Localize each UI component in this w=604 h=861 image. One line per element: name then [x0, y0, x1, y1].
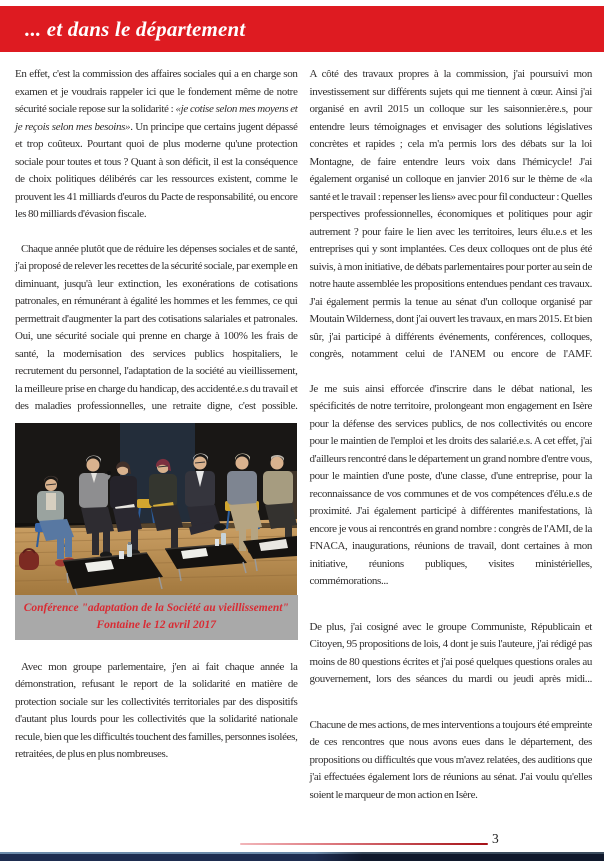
paragraph-colloques: A côté des travaux propres à la commission, j'ai poursuivi mon investissement sur différents sujets qui me tiennent à cœur. Ainsi j'ai organisé en avril 2015 un colloque sur les saisonnier.ère.s, pour entendre leurs témoignages et envisager des solutions législatives concrètes et rapides ; cela m'a permis lors des débats sur la loi Montagne, de faire entendre leurs voix dans l'hémicycle! J'ai également organisé un colloque en janvier 2016 sur le thème de «la santé et le travail : repenser les liens» avec pour fil conducteur : Quelles perspectives professionnelles, économiques et politiques pour agir autrement ? pour faire le lien avec les territoires, leurs élu.e.s et les entreprises qui y sont implantées. Ces deux colloques ont de plus été suivis, à mon initiative, de débats parlementaires pour porter au sein de notre haute assemblée les propositions entendues pendant ces travaux. J'ai également permis la tenue au sénat d'un colloque organisé par Moutain Wilderness, dont j'ai ouvert les travaux, en mars 2015. Et bien sûr, j'ai participé à différents événements, conférences, colloques, congrès, notamment celui de l'ANEM ou encore de l'AMF. — [309, 68, 592, 360]
paragraph-propositions-lois: De plus, j'ai cosigné avec le groupe Communiste, Républicain et Citoyen, 95 propositions de lois, 4 dont je suis l'auteure, j'ai rédigé pas moins de 80 questions écrites et j'ai posé quelques questions orales au gouvernement, lors des séances du mardi ou jeudi après midi... — [309, 620, 592, 685]
inline-quote: «je cotise selon mes moyens et je reçois selon mes besoins» — [15, 103, 298, 133]
conference-photo — [15, 423, 298, 595]
right-column — [310, 66, 593, 838]
section-header-banner — [0, 6, 604, 52]
page-title: ... et dans le département — [25, 16, 246, 41]
footer-bar — [0, 852, 604, 861]
paragraph-recettes: Chaque année plutôt que de réduire les dépenses sociales et de santé, j'ai proposé de relever les recettes de la sécurité sociale, par exemple en diminuant, jusqu'à leur extinction, les exonérations de cotisations patronales, en rémunérant à égalité les hommes et les femmes, ce qui permettrait d'augmenter la part des cotisations salariales et patronales. Oui, une sécurité sociale qui prenne en charge à 100% les frais de santé, la modernisation des services publics hospitaliers, le recrutement du personnel, l'adaptation de la société au vieillissement, la meilleure prise en charge du handicap, des accidenté.e.s du travail et des maladies professionnelles, une retraite digne, c'est possible. — [15, 242, 298, 412]
paragraph-groupe-parlementaire: Avec mon groupe parlementaire, j'en ai fait chaque année la démonstration, refusant le report de la solidarité en matière de protection sociale sur les collectivités territoriales par des dispositifs d'autant plus lourds pour les collectivités que la solidarité nationale recule, bien que les difficultés touchent des familles, personnes isolées, retraitées, de plus en plus nombreuses. — [15, 660, 298, 760]
photo-caption-line2: Fontaine le 12 avril 2017 — [96, 618, 216, 631]
paragraph-text: En effet, c'est la commission des affaires sociales qui a en charge son examen et je voudrais rappeler ici que le fondement même de notre sécurité sociale repose sur la solidarité : — [15, 68, 298, 115]
photo-caption-line1: Conférence "adaptation de la Société au vieillissement" — [23, 601, 289, 614]
paragraph-debat-national: Je me suis ainsi efforcée d'inscrire dans le débat national, les spécificités de notre territoire, prolongeant mon engagement en Isère pour la défense des services publics, de nos collectivités ou encore pour le maintien de l'emploi et les droits des salarié.e.s. A cet effet, j'ai d'ailleurs rencontré dans le département un grand nombre d'entre vous, pour le maintien d'une poste, d'une classe, d'une entreprise, pour la reconnaissance de vos communes et de vos compétences d'élu.e.s de proximité. J'ai également participé à différentes manifestations, là encore je vous ai rencontrés en grand nombre : congrès de l'AMI, de la FNACA, inaugurations, réunions de travail, dont certaines à mon initiative, réunions publiques, visites ministérielles, commémorations... — [309, 382, 592, 587]
conference-photo-figure — [15, 423, 298, 640]
paragraph-social-security — [15, 66, 298, 224]
page-number: 3 — [492, 831, 499, 846]
paragraph-marqueur-action: Chacune de mes actions, de mes interventions a toujours été empreinte de ces rencontres que nous avons eues dans le département, des propositions ou difficultés que vous m'avez relatées, des auditions que j'ai effectuées également lors de réunions au sénat. J'ai voulu qu'elles soient le marqueur de mon action en Isère. — [309, 718, 592, 801]
paragraph-text: . Un principe que certains jugent dépassé et trop coûteux. Pourtant quoi de plus moderne qu'une protection sociale pour toutes et tous ? Quant à son déficit, il est la conséquence de choix politiques délibérés car les ressources existent, comme le prouvent les 41 milliards d'euros du Pacte de responsabilité, ou encore les 80 milliards d'évasion fiscale. — [15, 120, 298, 220]
photo-caption — [15, 595, 298, 640]
footer-rule — [240, 843, 488, 845]
left-column — [15, 66, 298, 838]
content-columns — [0, 52, 604, 838]
